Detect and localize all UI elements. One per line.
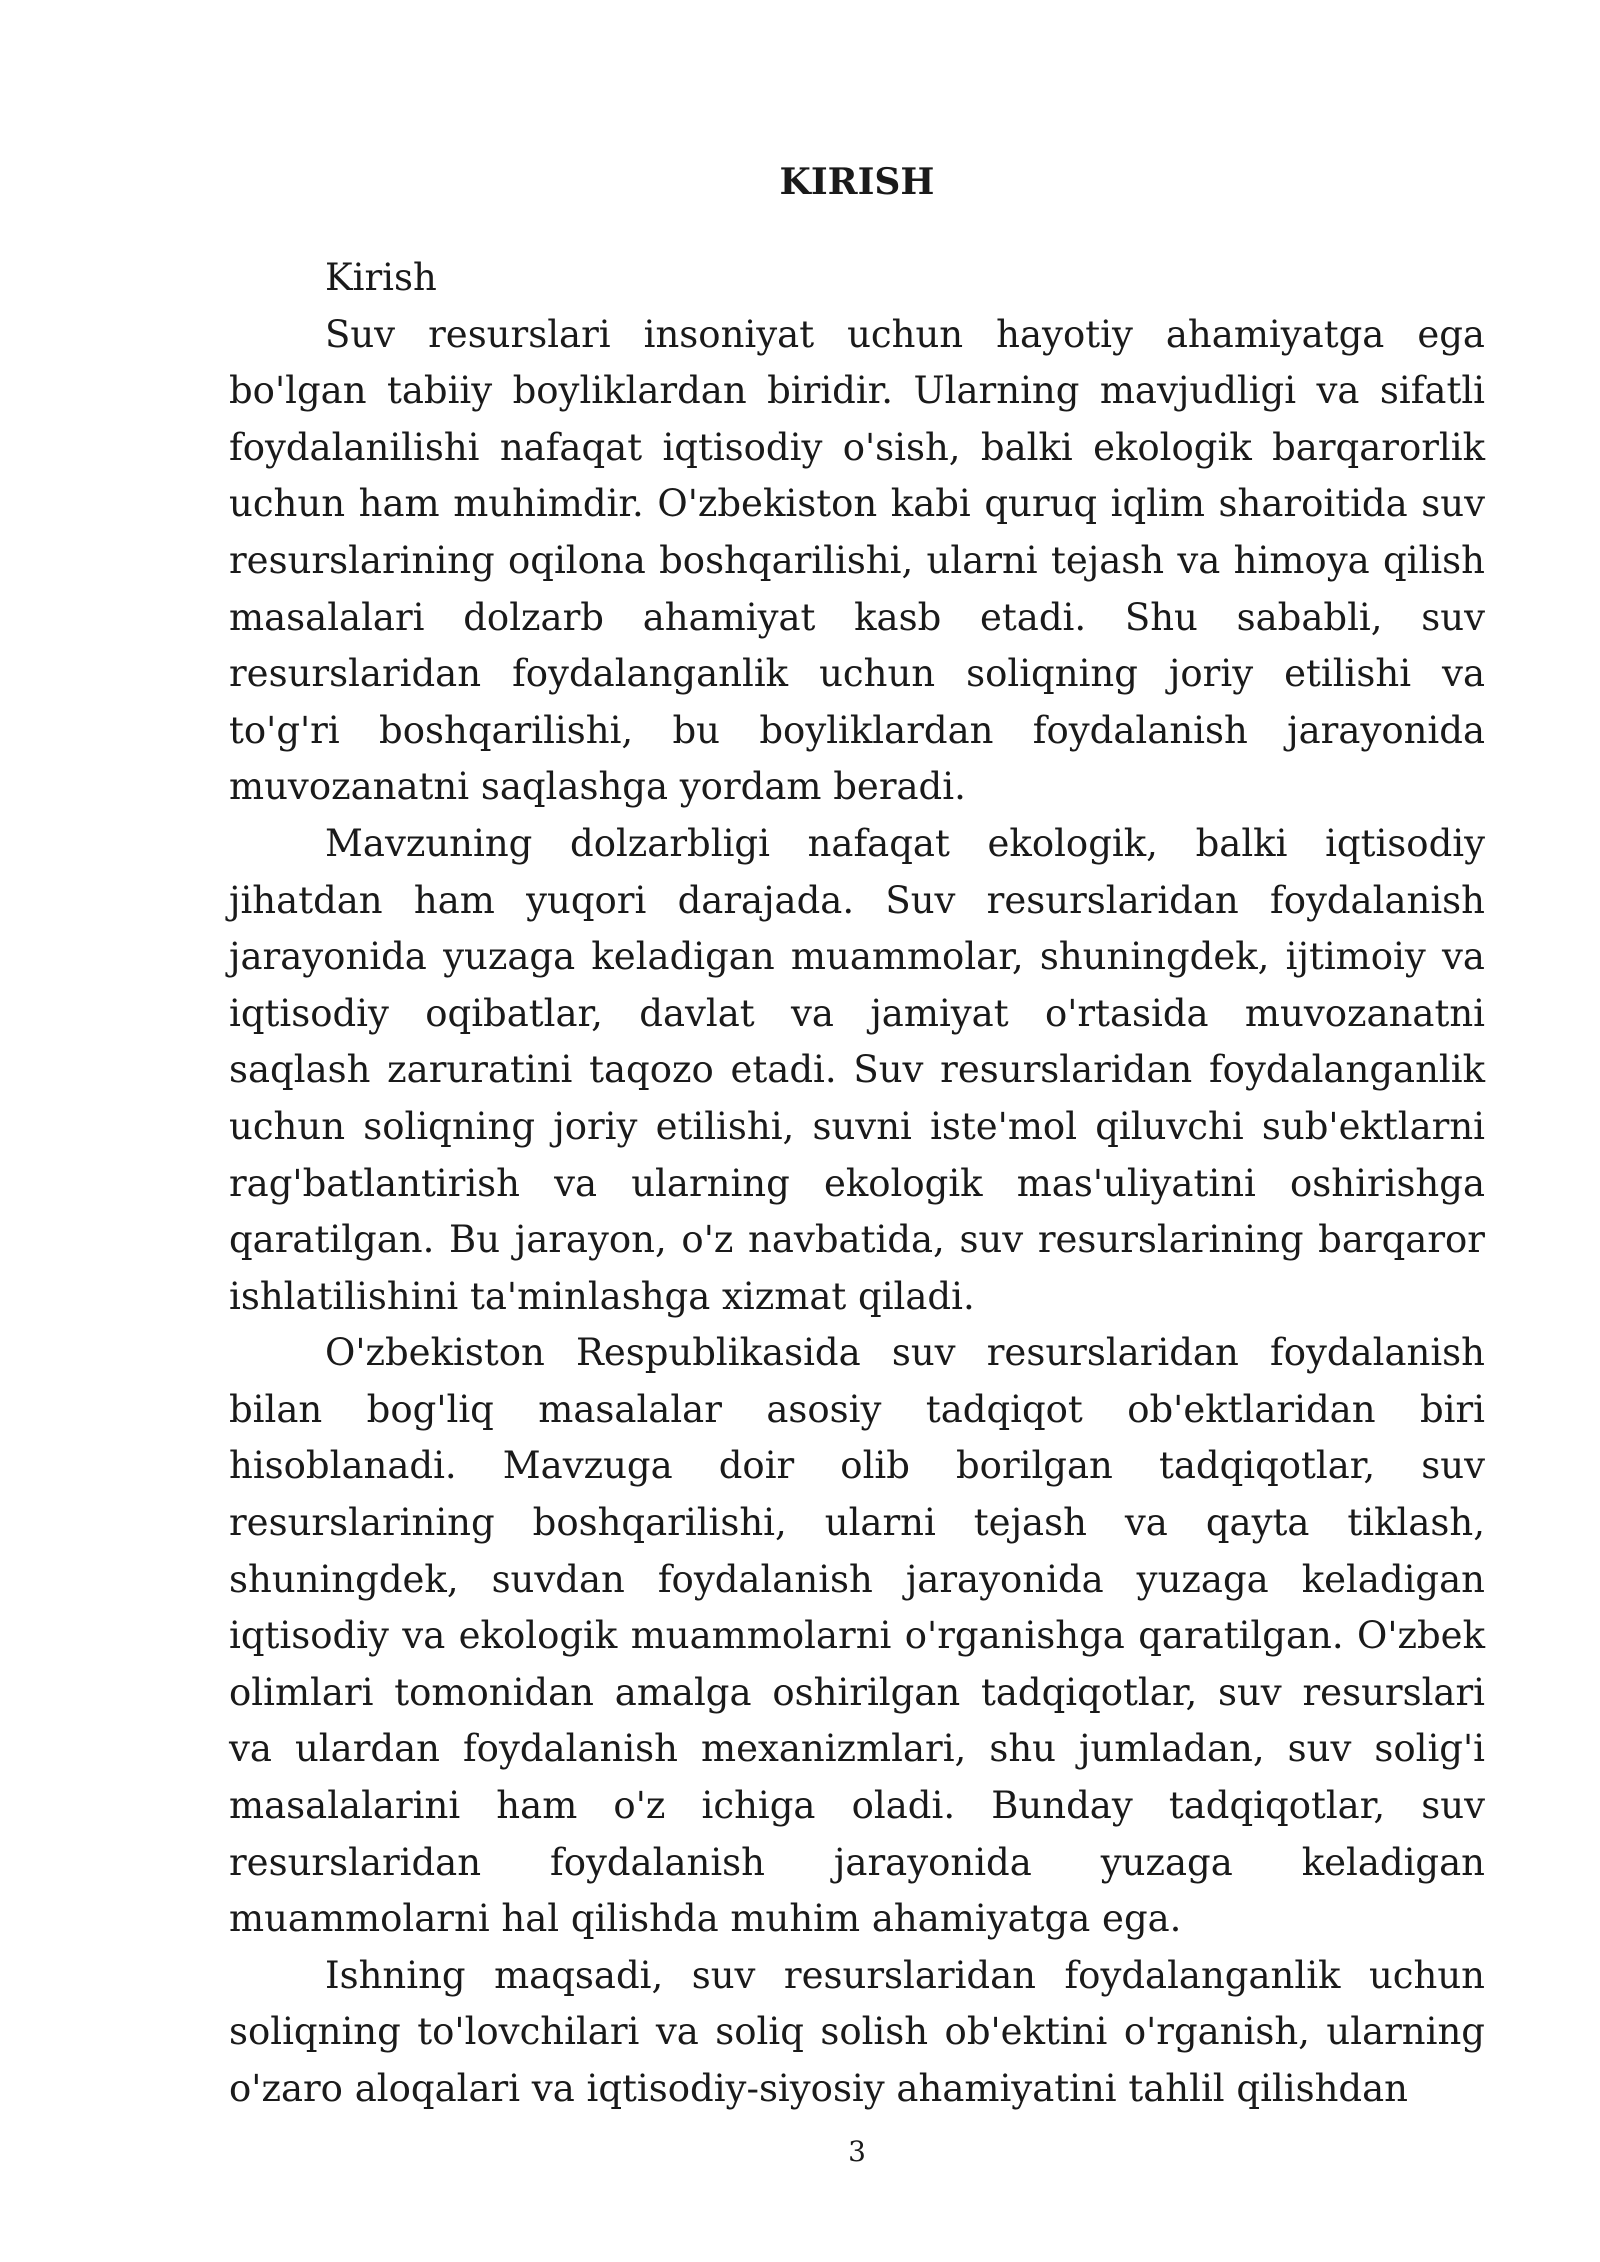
page-number: 3	[848, 2135, 866, 2168]
document-body	[229, 250, 1485, 2118]
paragraph: Suv resurslari insoniyat uchun hayotiy ahamiyatga ega bo'lgan tabiiy boyliklardan biridir. Ularning mavjudligi va sifatli foydalanilishi nafaqat iqtisodiy o'sish, balki ekologik barqarorlik uchun ham muhimdir. O'zbekiston kabi quruq iqlim sharoitida suv resurslarining oqilona boshqarilishi, ularni tejash va himoya qilish masalalari dolzarb ahamiyat kasb etadi. Shu sababli, suv resurslaridan foydalanganlik uchun soliqning joriy etilishi va to'g'ri boshqarilishi, bu boyliklardan foydalanish jarayonida muvozanatni saqlashga yordam beradi.	[229, 312, 1485, 809]
paragraph: O'zbekiston Respublikasida suv resurslaridan foydalanish bilan bog'liq masalalar asosiy tadqiqot ob'ektlaridan biri hisoblanadi. Mavzuga doir olib borilgan tadqiqotlar, suv resurslarining boshqarilishi, ularni tejash va qayta tiklash, shuningdek, suvdan foydalanish jarayonida yuzaga keladigan iqtisodiy va ekologik muammolarni o'rganishga qaratilgan. O'zbek olimlari tomonidan amalga oshirilgan tadqiqotlar, suv resurslari va ulardan foydalanish mexanizmlari, shu jumladan, suv solig'i masalalarini ham o'z ichiga oladi. Bunday tadqiqotlar, suv resurslaridan foydalanish jarayonida yuzaga keladigan muammolarni hal qilishda muhim ahamiyatga ega.	[229, 1331, 1485, 1941]
section-subtitle: Kirish	[325, 256, 437, 299]
page-title: KIRISH	[779, 161, 935, 203]
paragraph: Ishning maqsadi, suv resurslaridan foydalanganlik uchun soliqning to'lovchilari va soliq solish ob'ektini o'rganish, ularning o'zaro aloqalari va iqtisodiy-siyosiy ahamiyatini tahlil qilishdan	[229, 1953, 1485, 2110]
paragraph: Mavzuning dolzarbligi nafaqat ekologik, balki iqtisodiy jihatdan ham yuqori darajada. Suv resurslaridan foydalanish jarayonida yuzaga keladigan muammolar, shuningdek, ijtimoiy va iqtisodiy oqibatlar, davlat va jamiyat o'rtasida muvozanatni saqlash zaruratini taqozo etadi. Suv resurslaridan foydalanganlik uchun soliqning joriy etilishi, suvni iste'mol qiluvchi sub'ektlarni rag'batlantirish va ularning ekologik mas'uliyatini oshirishga qaratilgan. Bu jarayon, o'z navbatida, suv resurslarining barqaror ishlatilishini ta'minlashga xizmat qiladi.	[229, 821, 1485, 1318]
